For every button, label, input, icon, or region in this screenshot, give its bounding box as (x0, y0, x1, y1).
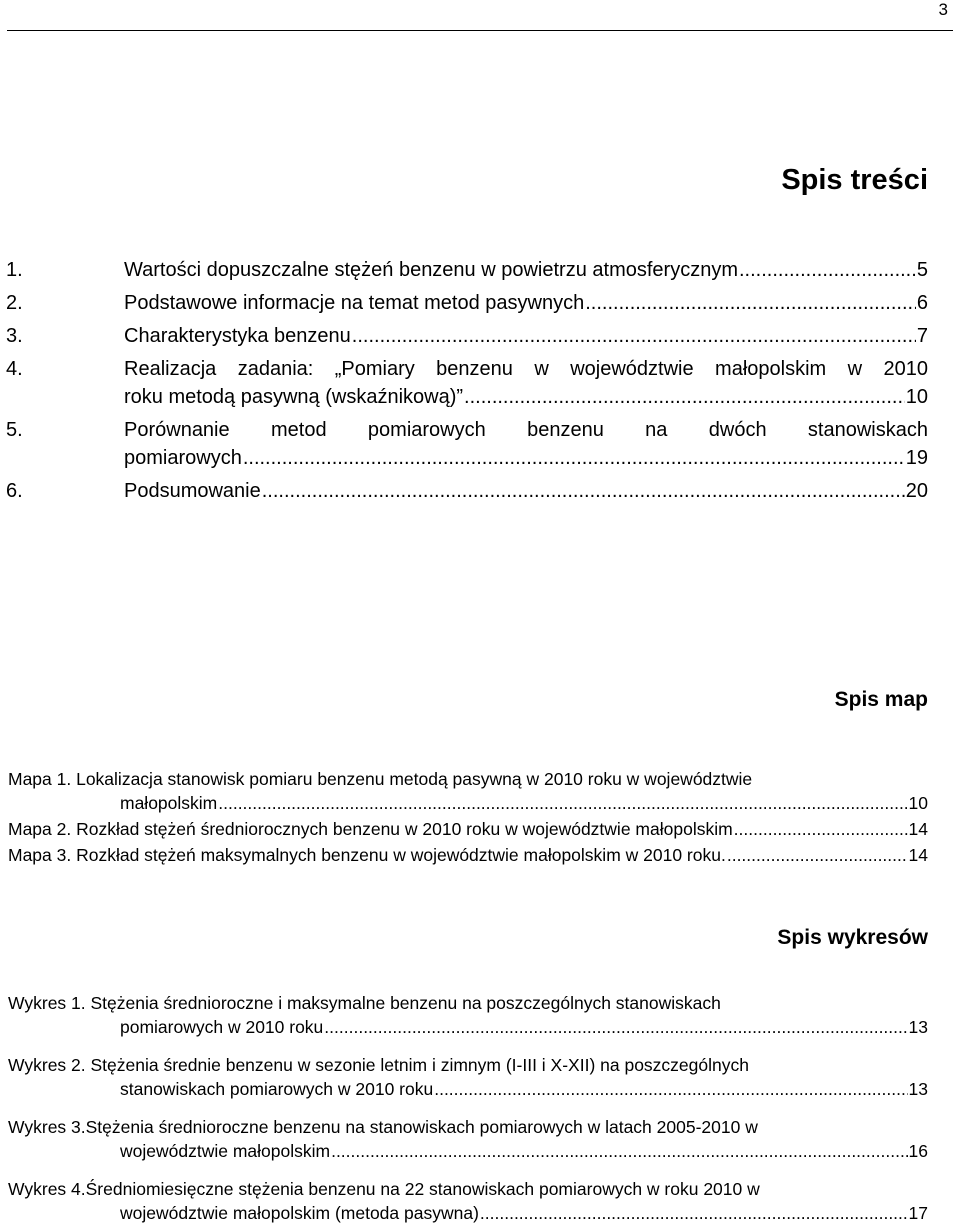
dot-leader (480, 1201, 908, 1225)
entry-text: Wykres 4.Średniomiesięczne stężenia benzenu na 22 stanowiskach pomiarowych w roku 2010 w (8, 1179, 760, 1199)
chart-entry[interactable] (0, 1053, 960, 1101)
entry-number: 1. (6, 259, 23, 281)
entry-text: Mapa 1. Lokalizacja stanowisk pomiaru benzenu metodą pasywną w 2010 roku w województwie (8, 769, 753, 789)
toc-entry[interactable] (0, 477, 960, 505)
entry-page: 20 (905, 480, 928, 502)
dot-leader (243, 444, 905, 472)
dot-leader (727, 843, 908, 867)
toc-entry[interactable] (0, 322, 960, 350)
toc-entry[interactable] (0, 256, 960, 284)
entry-page: 7 (916, 325, 928, 347)
dot-leader (585, 289, 916, 317)
maps-title: Spis map (834, 688, 928, 711)
entry-page: 14 (908, 819, 928, 839)
chart-entry[interactable] (0, 1115, 960, 1163)
map-entry[interactable] (0, 767, 960, 815)
map-entry[interactable] (0, 843, 960, 867)
entry-page: 5 (916, 259, 928, 281)
page-number: 3 (938, 0, 948, 19)
dot-leader (218, 791, 907, 815)
entry-number: 5. (6, 419, 23, 441)
toc-title: Spis treści (781, 164, 928, 196)
entry-text-continued: małopolskim (120, 793, 218, 813)
entry-page: 17 (908, 1203, 928, 1223)
entry-text: Charakterystyka benzenu (124, 325, 351, 347)
entry-text: Wartości dopuszczalne stężeń benzenu w powietrzu atmosferycznym (124, 259, 738, 281)
entry-page: 14 (908, 845, 928, 865)
entry-text: Podsumowanie (124, 480, 261, 502)
entry-text: Porównanie metod pomiarowych benzenu na dwóch stanowiskach (124, 419, 928, 441)
dot-leader (331, 1139, 907, 1163)
dot-leader (352, 322, 916, 350)
maps-list (0, 767, 960, 869)
dot-leader (739, 256, 916, 284)
entry-page: 19 (905, 447, 928, 469)
entry-page: 10 (908, 793, 928, 813)
entry-text-continued: pomiarowych (124, 447, 242, 469)
entry-text: Wykres 3.Stężenia średnioroczne benzenu na stanowiskach pomiarowych w latach 2005-2010 w (8, 1117, 758, 1137)
entry-text-continued: roku metodą pasywną (wskaźnikową)” (124, 386, 464, 408)
dot-leader (434, 1077, 907, 1101)
chart-entry[interactable] (0, 1177, 960, 1225)
entry-page: 6 (916, 292, 928, 314)
chart-entry[interactable] (0, 991, 960, 1039)
entry-number: 6. (6, 480, 23, 502)
entry-page: 13 (908, 1017, 928, 1037)
entry-number: 3. (6, 325, 23, 347)
dot-leader (734, 817, 908, 841)
entry-text: Mapa 2. Rozkład stężeń średniorocznych benzenu w 2010 roku w województwie małopolskim (8, 819, 733, 839)
entry-text: Realizacja zadania: „Pomiary benzenu w województwie małopolskim w 2010 (124, 358, 928, 380)
map-entry[interactable] (0, 817, 960, 841)
toc-list (0, 256, 960, 510)
entry-text-continued: stanowiskach pomiarowych w 2010 roku (120, 1079, 434, 1099)
dot-leader (262, 477, 905, 505)
entry-text: Wykres 1. Stężenia średnioroczne i maksymalne benzenu na poszczególnych stanowiskach (8, 993, 721, 1013)
entry-text: Mapa 3. Rozkład stężeń maksymalnych benzenu w województwie małopolskim w 2010 roku. (8, 845, 726, 865)
entry-page: 10 (905, 386, 928, 408)
entry-page: 13 (908, 1079, 928, 1099)
charts-list (0, 991, 960, 1227)
toc-entry[interactable] (0, 289, 960, 317)
entry-text-continued: województwie małopolskim (120, 1141, 331, 1161)
dot-leader (464, 383, 905, 411)
entry-number: 2. (6, 292, 23, 314)
entry-number: 4. (6, 358, 23, 380)
toc-entry[interactable] (0, 416, 960, 472)
entry-text: Podstawowe informacje na temat metod pasywnych (124, 292, 585, 314)
entry-text-continued: województwie małopolskim (metoda pasywna) (120, 1203, 479, 1223)
toc-entry[interactable] (0, 355, 960, 411)
dot-leader (324, 1015, 907, 1039)
entry-text: Wykres 2. Stężenia średnie benzenu w sezonie letnim i zimnym (I-III i X-XII) na poszczególnych (8, 1055, 749, 1075)
charts-title: Spis wykresów (777, 926, 928, 949)
entry-text-continued: pomiarowych w 2010 roku (120, 1017, 324, 1037)
header-divider (7, 30, 953, 31)
entry-page: 16 (908, 1141, 928, 1161)
